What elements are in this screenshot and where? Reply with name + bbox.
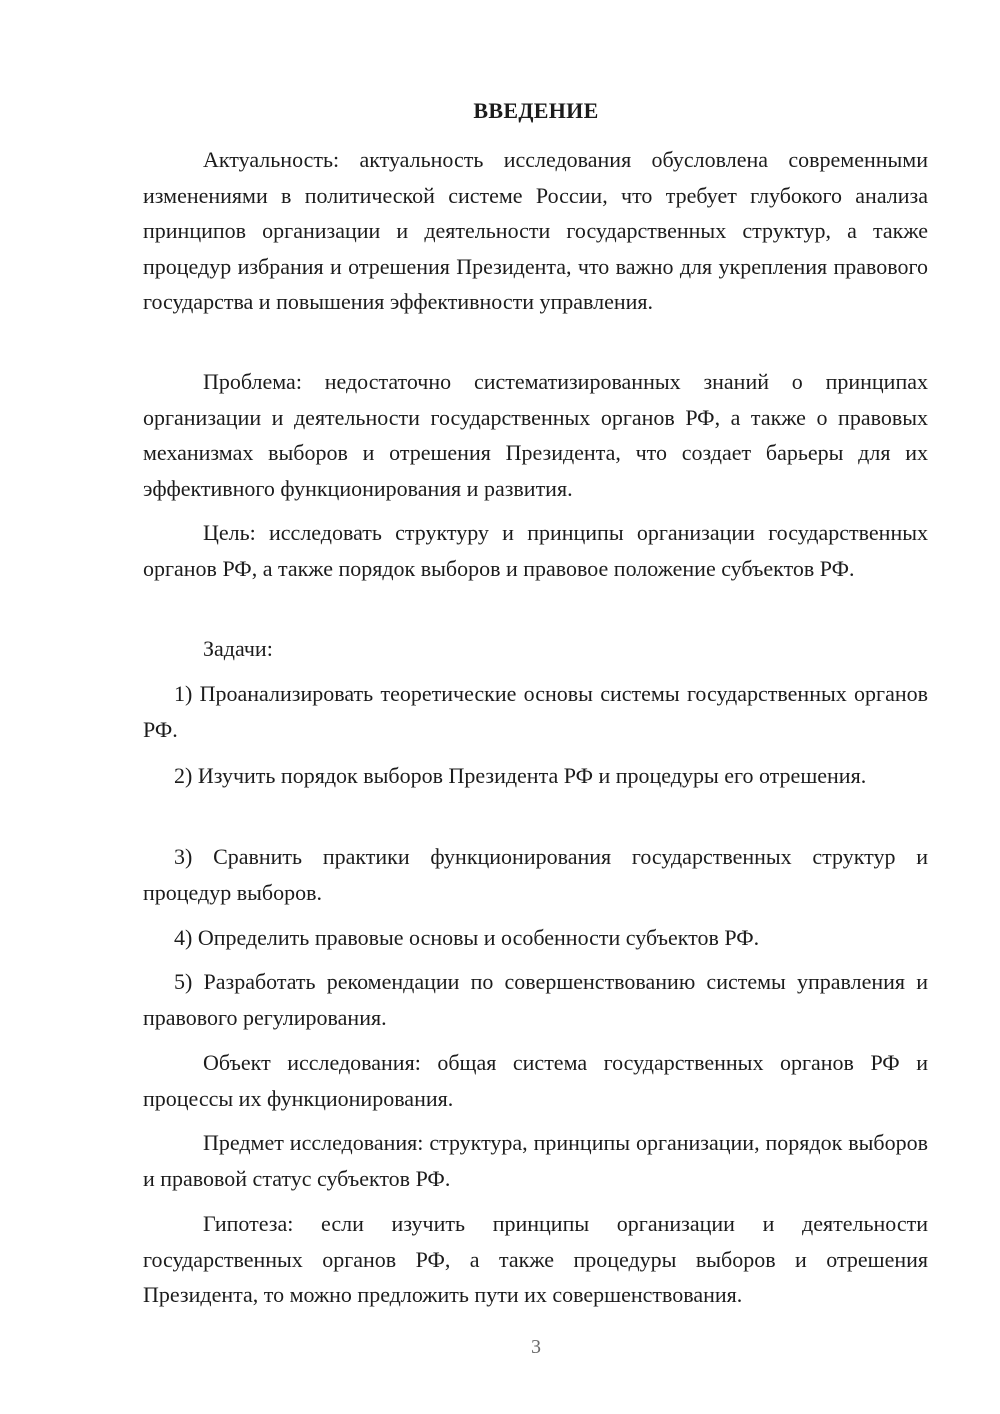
task-item-2: 2) Изучить порядок выборов Президента РФ и процедуры его отрешения. [174, 763, 867, 788]
paragraph-hypothesis: Гипотеза: если изучить принципы организации и деятельности государственных органов РФ, а также процедуры выборов и отрешения Президента, то можно предложить пути их совершенствования. [143, 1211, 928, 1307]
page-number: 3 [531, 1336, 541, 1358]
task-item-5: 5) Разработать рекомендации по совершенствованию системы управления и правового регулирования. [143, 969, 928, 1030]
paragraph-subject: Предмет исследования: структура, принципы организации, порядок выборов и правовой статус субъектов РФ. [143, 1130, 928, 1191]
paragraph-relevance: Актуальность: актуальность исследования обусловлена современными изменениями в политической системе России, что требует глубокого анализа принципов организации и деятельности государственных структур, а также процедур избрания и отрешения Президента, что важно для укрепления правового государства и повышения эффективности управления. [143, 147, 928, 314]
section-title: ВВЕДЕНИЕ [473, 98, 599, 123]
paragraph-object: Объект исследования: общая система государственных органов РФ и процессы их функционирования. [143, 1050, 928, 1111]
paragraph-tasks-heading: Задачи: [203, 636, 273, 661]
task-item-4: 4) Определить правовые основы и особенности субъектов РФ. [174, 925, 760, 950]
task-item-1: 1) Проанализировать теоретические основы системы государственных органов РФ. [143, 681, 928, 742]
paragraph-goal: Цель: исследовать структуру и принципы организации государственных органов РФ, а также порядок выборов и правовое положение субъектов РФ. [143, 520, 928, 581]
paragraph-problem: Проблема: недостаточно систематизированных знаний о принципах организации и деятельности государственных органов РФ, а также о правовых механизмах выборов и отрешения Президента, что создает барьеры для их эффективного функционирования и развития. [143, 369, 928, 501]
task-item-3: 3) Сравнить практики функционирования государственных структур и процедур выборов. [143, 844, 928, 905]
